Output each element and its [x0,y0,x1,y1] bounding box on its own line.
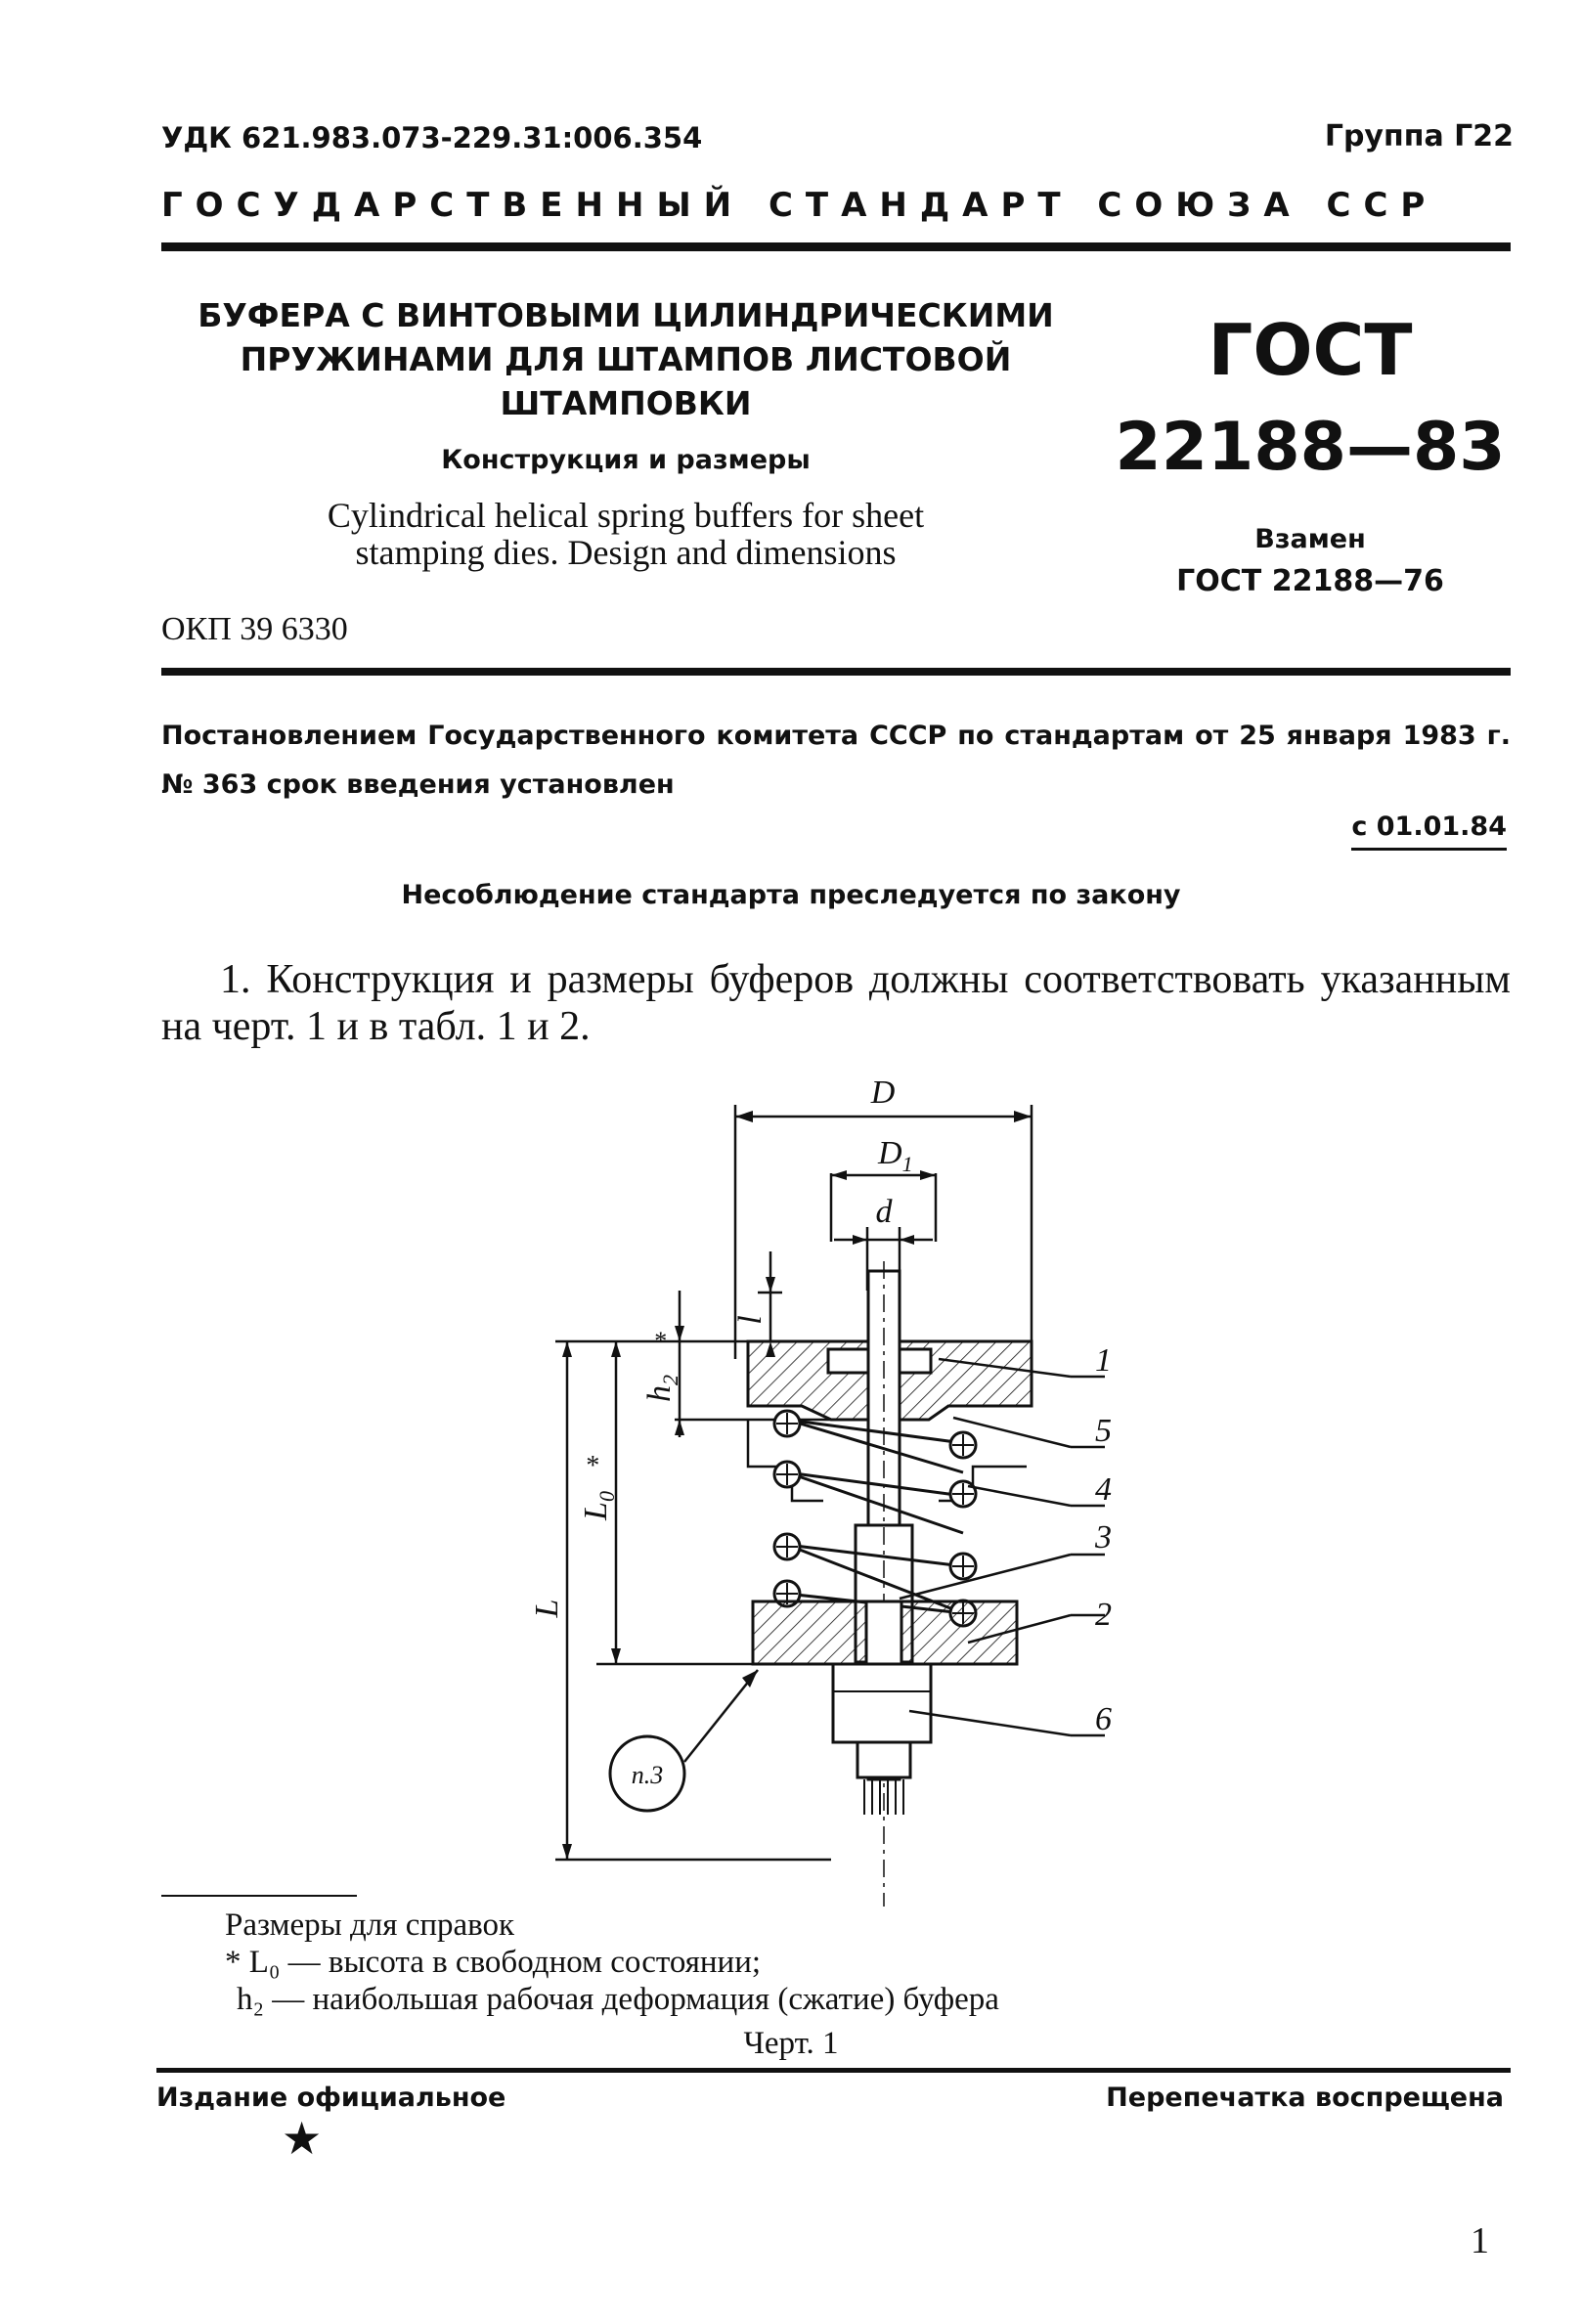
buffer-drawing [508,1066,1193,1907]
gost-block [1105,311,1516,598]
note-line: * L₀ — высота в свободном состоянии; [225,1945,762,1980]
group-code: Группа Г22 [1324,119,1514,153]
clause-ref-label: п.3 [631,1761,664,1789]
header-rule [161,242,1511,251]
title-line: БУФЕРА С ВИНТОВЫМИ ЦИЛИНДРИЧЕСКИМИ [198,296,1054,334]
reference-notes [225,1907,1398,2018]
label-l: l [732,1315,769,1325]
lower-plate-bore [866,1601,901,1664]
label-D1: $D_1$ [878,1135,913,1176]
state-standard-banner: ГОСУДАРСТВЕННЫЙ СТАНДАРТ СОЮЗА ССР [161,186,1438,225]
gost-label: ГОСТ [1208,309,1413,391]
part-label-4: 4 [1095,1471,1112,1508]
title-block [196,293,1056,571]
notes-heading: Размеры для справок [225,1907,515,1943]
lower-nut [833,1664,931,1742]
part-label-6: 6 [1095,1701,1112,1737]
label-d: d [875,1194,893,1230]
part-label-3: 3 [1095,1519,1112,1556]
title-line: ШТАМПОВКИ [500,384,752,422]
okp-code: ОКП 39 6330 [161,611,348,647]
note-line: h₂ — наибольшая рабочая деформация (сжатие) буфера [237,1982,999,2017]
label-L: L [529,1599,565,1618]
udk-code: УДК 621.983.073-229.31:006.354 [161,121,703,154]
edition-label: Издание официальное [156,2083,506,2113]
document-title [196,293,1056,425]
reprint-notice: Перепечатка воспрещена [1106,2083,1504,2113]
page-number: 1 [1471,2220,1489,2261]
label-h2: $h_2$ [641,1375,682,1402]
english-title [196,497,1056,571]
effective-date: с 01.01.84 [1351,811,1507,851]
english-title-line: stamping dies. Design and dimensions [355,533,897,572]
part-label-5: 5 [1095,1413,1112,1449]
law-notice: Несоблюдение стандарта преследуется по закону [401,880,1181,910]
okp-rule [161,668,1511,676]
label-h2-star: * [653,1327,666,1355]
notes-rule [161,1895,357,1897]
part-label-2: 2 [1095,1597,1112,1633]
footer-rule [156,2068,1511,2073]
gost-number: 22188—83 [1115,409,1506,486]
title-line: ПРУЖИНАМИ ДЛЯ ШТАМПОВ ЛИСТОВОЙ [240,340,1012,378]
label-L0-star: * [585,1451,598,1481]
decree-text: Постановлением Государственного комитета СССР по стандартам от 25 января 1983 г. № 363 срок введения установлен [161,721,1511,800]
screw-tail [857,1742,910,1777]
star-icon: ★ [282,2114,323,2164]
clause-1: 1. Конструкция и размеры буферов должны соответствовать указанным на черт. 1 и в табл. 1 и 2. [161,957,1511,1049]
figure-caption: Черт. 1 [743,2026,839,2061]
part-label-1: 1 [1095,1342,1112,1379]
english-title-line: Cylindrical helical spring buffers for sheet [327,496,925,535]
label-L0: $L_0$ [578,1491,619,1520]
replaces-label: Взамен [1254,524,1366,554]
label-D: D [870,1074,896,1111]
document-subtitle: Конструкция и размеры [441,445,811,475]
replaced-standard: ГОСТ 22188—76 [1176,564,1444,598]
